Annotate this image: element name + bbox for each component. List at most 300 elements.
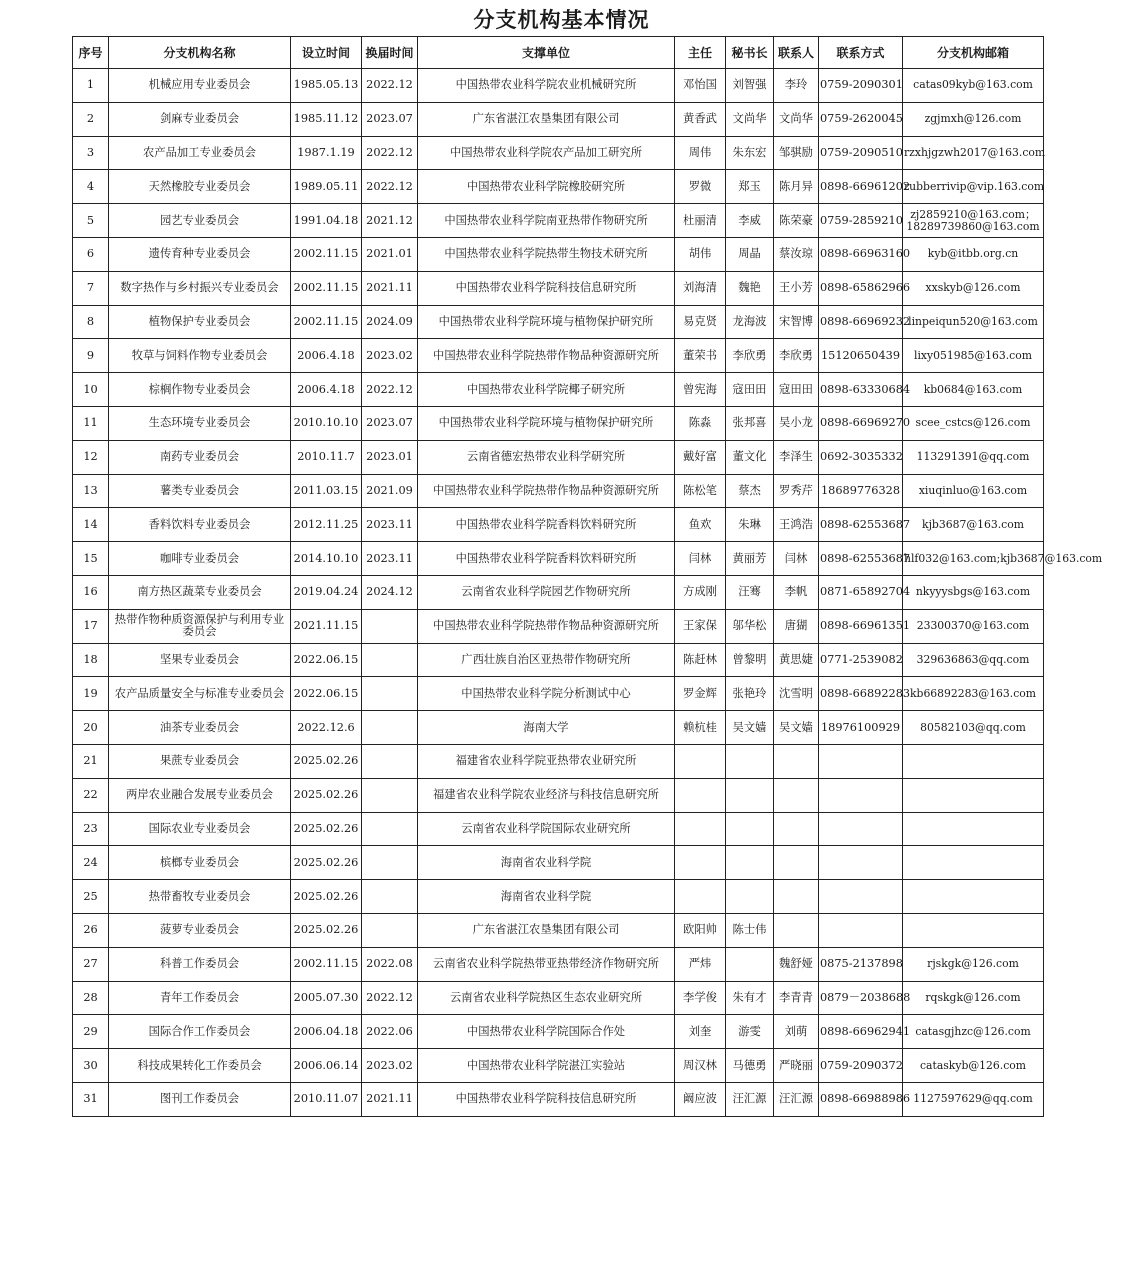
cell-branch-email: cataskyb@126.com <box>903 1049 1044 1083</box>
cell-branch-name: 数字热作与乡村振兴专业委员会 <box>109 271 291 305</box>
cell-branch-name: 科普工作委员会 <box>109 947 291 981</box>
cell-contact-person <box>774 880 819 914</box>
cell-supporting-unit: 云南省农业科学院热带亚热带经济作物研究所 <box>418 947 675 981</box>
cell-established-date: 2010.11.7 <box>291 440 362 474</box>
cell-secretary-general: 朱琳 <box>726 508 774 542</box>
cell-contact-phone: 0771-2539082 <box>819 643 903 677</box>
cell-secretary-general: 周晶 <box>726 237 774 271</box>
cell-contact-person: 李玲 <box>774 69 819 103</box>
cell-contact-person: 李青青 <box>774 981 819 1015</box>
cell-branch-name: 南药专业委员会 <box>109 440 291 474</box>
cell-branch-email: kb0684@163.com <box>903 373 1044 407</box>
cell-supporting-unit: 福建省农业科学院农业经济与科技信息研究所 <box>418 778 675 812</box>
cell-supporting-unit: 中国热带农业科学院香料饮料研究所 <box>418 542 675 576</box>
cell-contact-phone: 0879－2038688 <box>819 981 903 1015</box>
table-row <box>73 1049 1044 1083</box>
cell-branch-email: zgjmxh@126.com <box>903 102 1044 136</box>
cell-contact-person: 王小芳 <box>774 271 819 305</box>
cell-index: 4 <box>73 170 109 204</box>
table-row <box>73 69 1044 103</box>
cell-term-renewal-date: 2022.12 <box>362 373 418 407</box>
cell-secretary-general: 邬华松 <box>726 609 774 643</box>
cell-established-date: 2022.06.15 <box>291 677 362 711</box>
cell-secretary-general: 龙海波 <box>726 305 774 339</box>
cell-director: 杜丽清 <box>675 204 726 238</box>
cell-director <box>675 846 726 880</box>
cell-index: 20 <box>73 711 109 745</box>
cell-supporting-unit: 云南省农业科学院国际农业研究所 <box>418 812 675 846</box>
cell-contact-phone: 0759-2620045 <box>819 102 903 136</box>
cell-index: 24 <box>73 846 109 880</box>
cell-term-renewal-date: 2021.11 <box>362 271 418 305</box>
cell-index: 9 <box>73 339 109 373</box>
cell-established-date: 2010.11.07 <box>291 1082 362 1116</box>
cell-director: 胡伟 <box>675 237 726 271</box>
table-row <box>73 913 1044 947</box>
cell-contact-phone: 0759-2090301 <box>819 69 903 103</box>
cell-established-date: 2002.11.15 <box>291 305 362 339</box>
cell-term-renewal-date: 2023.02 <box>362 1049 418 1083</box>
cell-established-date: 1985.11.12 <box>291 102 362 136</box>
cell-branch-email: kyb@itbb.org.cn <box>903 237 1044 271</box>
cell-contact-person: 严晓丽 <box>774 1049 819 1083</box>
table-row <box>73 339 1044 373</box>
cell-index: 12 <box>73 440 109 474</box>
cell-index: 16 <box>73 575 109 609</box>
table-row <box>73 542 1044 576</box>
cell-index: 18 <box>73 643 109 677</box>
cell-director: 闫林 <box>675 542 726 576</box>
cell-branch-name: 菠萝专业委员会 <box>109 913 291 947</box>
header-index: 序号 <box>73 37 109 69</box>
header-secretary-general: 秘书长 <box>726 37 774 69</box>
cell-branch-name: 牧草与饲料作物专业委员会 <box>109 339 291 373</box>
cell-director: 曾宪海 <box>675 373 726 407</box>
cell-contact-person: 沈雪明 <box>774 677 819 711</box>
cell-secretary-general: 游雯 <box>726 1015 774 1049</box>
cell-supporting-unit: 海南省农业科学院 <box>418 846 675 880</box>
cell-branch-name: 南方热区蔬菜专业委员会 <box>109 575 291 609</box>
cell-branch-name: 图刊工作委员会 <box>109 1082 291 1116</box>
table-header-row <box>73 37 1044 69</box>
cell-index: 10 <box>73 373 109 407</box>
cell-director: 方成刚 <box>675 575 726 609</box>
cell-term-renewal-date: 2023.01 <box>362 440 418 474</box>
table-row <box>73 271 1044 305</box>
cell-secretary-general <box>726 880 774 914</box>
cell-branch-name: 香料饮料专业委员会 <box>109 508 291 542</box>
cell-contact-phone: 0898-66988986 <box>819 1082 903 1116</box>
cell-contact-person <box>774 913 819 947</box>
cell-contact-phone <box>819 778 903 812</box>
cell-index: 17 <box>73 609 109 643</box>
cell-established-date: 2025.02.26 <box>291 778 362 812</box>
cell-index: 27 <box>73 947 109 981</box>
cell-branch-email <box>903 846 1044 880</box>
cell-contact-phone: 0898-66962941 <box>819 1015 903 1049</box>
cell-index: 6 <box>73 237 109 271</box>
cell-contact-phone: 18976100929 <box>819 711 903 745</box>
cell-contact-person: 陈月异 <box>774 170 819 204</box>
cell-secretary-general: 文尚华 <box>726 102 774 136</box>
cell-contact-phone: 0898-63330684 <box>819 373 903 407</box>
cell-secretary-general: 曾黎明 <box>726 643 774 677</box>
cell-director: 周汉林 <box>675 1049 726 1083</box>
cell-established-date: 2006.04.18 <box>291 1015 362 1049</box>
cell-contact-phone: 0898-66963160 <box>819 237 903 271</box>
cell-branch-email: rjskgk@126.com <box>903 947 1044 981</box>
cell-branch-name: 热带畜牧专业委员会 <box>109 880 291 914</box>
cell-director: 周伟 <box>675 136 726 170</box>
cell-director: 罗金辉 <box>675 677 726 711</box>
cell-branch-name: 遗传育种专业委员会 <box>109 237 291 271</box>
cell-term-renewal-date: 2021.09 <box>362 474 418 508</box>
cell-term-renewal-date <box>362 778 418 812</box>
cell-contact-phone: 0898-65862966 <box>819 271 903 305</box>
cell-established-date: 2025.02.26 <box>291 812 362 846</box>
cell-supporting-unit: 中国热带农业科学院农业机械研究所 <box>418 69 675 103</box>
cell-term-renewal-date: 2021.01 <box>362 237 418 271</box>
cell-branch-email: zj2859210@163.com；18289739860@163.com <box>903 204 1044 238</box>
cell-supporting-unit: 中国热带农业科学院橡胶研究所 <box>418 170 675 204</box>
cell-branch-name: 植物保护专业委员会 <box>109 305 291 339</box>
cell-term-renewal-date: 2024.09 <box>362 305 418 339</box>
cell-contact-person: 罗秀芹 <box>774 474 819 508</box>
cell-established-date: 2011.03.15 <box>291 474 362 508</box>
cell-term-renewal-date: 2024.12 <box>362 575 418 609</box>
cell-established-date: 2002.11.15 <box>291 271 362 305</box>
cell-established-date: 2002.11.15 <box>291 947 362 981</box>
cell-secretary-general <box>726 778 774 812</box>
cell-contact-phone: 0898-66961351 <box>819 609 903 643</box>
cell-secretary-general: 魏艳 <box>726 271 774 305</box>
cell-index: 1 <box>73 69 109 103</box>
cell-secretary-general <box>726 947 774 981</box>
cell-contact-phone: 0898-66961202 <box>819 170 903 204</box>
cell-director: 欧阳帅 <box>675 913 726 947</box>
cell-contact-person: 邹骐励 <box>774 136 819 170</box>
cell-contact-person: 陈荣豪 <box>774 204 819 238</box>
cell-secretary-general: 朱有才 <box>726 981 774 1015</box>
cell-contact-person: 蔡汝琼 <box>774 237 819 271</box>
cell-index: 29 <box>73 1015 109 1049</box>
cell-term-renewal-date: 2023.07 <box>362 406 418 440</box>
cell-established-date: 2025.02.26 <box>291 913 362 947</box>
cell-established-date: 2006.4.18 <box>291 373 362 407</box>
cell-director: 刘海清 <box>675 271 726 305</box>
cell-term-renewal-date: 2023.02 <box>362 339 418 373</box>
header-branch-email: 分支机构邮箱 <box>903 37 1044 69</box>
cell-supporting-unit: 中国热带农业科学院环境与植物保护研究所 <box>418 305 675 339</box>
cell-supporting-unit: 中国热带农业科学院热带生物技术研究所 <box>418 237 675 271</box>
cell-branch-email: 113291391@qq.com <box>903 440 1044 474</box>
cell-index: 11 <box>73 406 109 440</box>
table-row <box>73 1015 1044 1049</box>
cell-contact-person: 吴文嫱 <box>774 711 819 745</box>
cell-director <box>675 812 726 846</box>
cell-secretary-general: 张艳玲 <box>726 677 774 711</box>
cell-branch-email: linpeiqun520@163.com <box>903 305 1044 339</box>
header-contact-phone: 联系方式 <box>819 37 903 69</box>
cell-contact-phone <box>819 846 903 880</box>
cell-supporting-unit: 中国热带农业科学院香料饮料研究所 <box>418 508 675 542</box>
cell-supporting-unit: 中国热带农业科学院南亚热带作物研究所 <box>418 204 675 238</box>
cell-director: 陈赶林 <box>675 643 726 677</box>
cell-director: 陈淼 <box>675 406 726 440</box>
cell-term-renewal-date <box>362 677 418 711</box>
cell-branch-email: kb66892283@163.com <box>903 677 1044 711</box>
cell-contact-person: 宋智博 <box>774 305 819 339</box>
cell-branch-email: 23300370@163.com <box>903 609 1044 643</box>
cell-director: 李学俊 <box>675 981 726 1015</box>
cell-established-date: 1991.04.18 <box>291 204 362 238</box>
cell-established-date: 2010.10.10 <box>291 406 362 440</box>
cell-secretary-general: 张邦喜 <box>726 406 774 440</box>
cell-secretary-general: 蔡杰 <box>726 474 774 508</box>
cell-index: 8 <box>73 305 109 339</box>
cell-contact-person: 黄思婕 <box>774 643 819 677</box>
cell-contact-person <box>774 846 819 880</box>
cell-director: 陈松笔 <box>675 474 726 508</box>
cell-contact-person <box>774 812 819 846</box>
table-row <box>73 1082 1044 1116</box>
cell-branch-email: catasgjhzc@126.com <box>903 1015 1044 1049</box>
cell-secretary-general: 寇田田 <box>726 373 774 407</box>
cell-branch-name: 剑麻专业委员会 <box>109 102 291 136</box>
table-row <box>73 204 1044 238</box>
table-row <box>73 474 1044 508</box>
cell-director: 董荣书 <box>675 339 726 373</box>
cell-branch-email: 1127597629@qq.com <box>903 1082 1044 1116</box>
cell-established-date: 2022.12.6 <box>291 711 362 745</box>
cell-index: 21 <box>73 744 109 778</box>
cell-contact-phone: 0871-65892704 <box>819 575 903 609</box>
cell-contact-phone <box>819 812 903 846</box>
cell-secretary-general <box>726 744 774 778</box>
cell-director <box>675 744 726 778</box>
cell-supporting-unit: 中国热带农业科学院热带作物品种资源研究所 <box>418 609 675 643</box>
cell-term-renewal-date: 2022.12 <box>362 981 418 1015</box>
cell-established-date: 2025.02.26 <box>291 880 362 914</box>
cell-contact-phone: 0898-62553687 <box>819 508 903 542</box>
cell-director <box>675 880 726 914</box>
cell-term-renewal-date: 2022.08 <box>362 947 418 981</box>
cell-branch-name: 坚果专业委员会 <box>109 643 291 677</box>
cell-index: 30 <box>73 1049 109 1083</box>
table-row <box>73 237 1044 271</box>
cell-branch-name: 油茶专业委员会 <box>109 711 291 745</box>
cell-established-date: 1985.05.13 <box>291 69 362 103</box>
cell-branch-name: 天然橡胶专业委员会 <box>109 170 291 204</box>
table-row <box>73 305 1044 339</box>
cell-term-renewal-date: 2022.12 <box>362 170 418 204</box>
cell-established-date: 1987.1.19 <box>291 136 362 170</box>
cell-contact-phone: 0759-2859210 <box>819 204 903 238</box>
cell-contact-phone: 0898-66892283 <box>819 677 903 711</box>
cell-contact-phone: 0898-66969270 <box>819 406 903 440</box>
cell-index: 5 <box>73 204 109 238</box>
cell-secretary-general: 郑玉 <box>726 170 774 204</box>
header-branch-name: 分支机构名称 <box>109 37 291 69</box>
table-row <box>73 677 1044 711</box>
cell-director: 刘奎 <box>675 1015 726 1049</box>
cell-term-renewal-date: 2021.12 <box>362 204 418 238</box>
cell-index: 22 <box>73 778 109 812</box>
cell-director: 黄香武 <box>675 102 726 136</box>
cell-index: 3 <box>73 136 109 170</box>
cell-director: 王家保 <box>675 609 726 643</box>
cell-contact-person: 李欣勇 <box>774 339 819 373</box>
cell-branch-name: 槟榔专业委员会 <box>109 846 291 880</box>
cell-term-renewal-date: 2022.12 <box>362 136 418 170</box>
cell-secretary-general: 朱东宏 <box>726 136 774 170</box>
cell-term-renewal-date: 2023.11 <box>362 508 418 542</box>
cell-established-date: 1989.05.11 <box>291 170 362 204</box>
cell-contact-person: 李泽生 <box>774 440 819 474</box>
cell-branch-email: scee_cstcs@126.com <box>903 406 1044 440</box>
table-row <box>73 981 1044 1015</box>
cell-supporting-unit: 海南大学 <box>418 711 675 745</box>
cell-director: 阚应波 <box>675 1082 726 1116</box>
cell-supporting-unit: 中国热带农业科学院科技信息研究所 <box>418 271 675 305</box>
cell-branch-name: 国际农业专业委员会 <box>109 812 291 846</box>
cell-term-renewal-date <box>362 711 418 745</box>
table-row <box>73 744 1044 778</box>
cell-established-date: 2025.02.26 <box>291 846 362 880</box>
cell-contact-person <box>774 744 819 778</box>
header-director: 主任 <box>675 37 726 69</box>
cell-index: 26 <box>73 913 109 947</box>
table-row <box>73 947 1044 981</box>
cell-branch-name: 农产品质量安全与标准专业委员会 <box>109 677 291 711</box>
cell-director: 戴好富 <box>675 440 726 474</box>
cell-established-date: 2006.06.14 <box>291 1049 362 1083</box>
cell-secretary-general: 陈士伟 <box>726 913 774 947</box>
cell-index: 15 <box>73 542 109 576</box>
cell-director: 鱼欢 <box>675 508 726 542</box>
cell-branch-email: nkyyysbgs@163.com <box>903 575 1044 609</box>
cell-branch-name: 咖啡专业委员会 <box>109 542 291 576</box>
cell-index: 28 <box>73 981 109 1015</box>
cell-index: 19 <box>73 677 109 711</box>
cell-term-renewal-date <box>362 913 418 947</box>
table-row <box>73 711 1044 745</box>
cell-supporting-unit: 中国热带农业科学院农产品加工研究所 <box>418 136 675 170</box>
cell-contact-phone <box>819 913 903 947</box>
cell-established-date: 2025.02.26 <box>291 744 362 778</box>
cell-branch-email: xiuqinluo@163.com <box>903 474 1044 508</box>
cell-contact-phone <box>819 744 903 778</box>
cell-contact-person: 汪汇源 <box>774 1082 819 1116</box>
cell-branch-name: 薯类专业委员会 <box>109 474 291 508</box>
table-row <box>73 778 1044 812</box>
cell-branch-email <box>903 778 1044 812</box>
cell-contact-phone: 0759-2090510 <box>819 136 903 170</box>
cell-index: 7 <box>73 271 109 305</box>
cell-supporting-unit: 中国热带农业科学院科技信息研究所 <box>418 1082 675 1116</box>
cell-branch-name: 热带作物种质资源保护与利用专业委员会 <box>109 609 291 643</box>
cell-branch-name: 农产品加工专业委员会 <box>109 136 291 170</box>
cell-supporting-unit: 中国热带农业科学院分析测试中心 <box>418 677 675 711</box>
cell-contact-phone: 0875-2137898 <box>819 947 903 981</box>
header-supporting-unit: 支撑单位 <box>418 37 675 69</box>
cell-contact-phone: 0898-66969232 <box>819 305 903 339</box>
cell-established-date: 2022.06.15 <box>291 643 362 677</box>
table-row <box>73 846 1044 880</box>
cell-term-renewal-date: 2021.11 <box>362 1082 418 1116</box>
cell-branch-email <box>903 913 1044 947</box>
cell-secretary-general: 李威 <box>726 204 774 238</box>
cell-contact-person: 寇田田 <box>774 373 819 407</box>
cell-branch-email: rubberrivip@vip.163.com <box>903 170 1044 204</box>
cell-term-renewal-date <box>362 846 418 880</box>
cell-branch-email: rqskgk@126.com <box>903 981 1044 1015</box>
cell-supporting-unit: 中国热带农业科学院环境与植物保护研究所 <box>418 406 675 440</box>
cell-contact-person: 唐猢 <box>774 609 819 643</box>
cell-contact-person: 吴小龙 <box>774 406 819 440</box>
cell-established-date: 2014.10.10 <box>291 542 362 576</box>
cell-term-renewal-date <box>362 609 418 643</box>
cell-director: 邓怡国 <box>675 69 726 103</box>
cell-term-renewal-date <box>362 880 418 914</box>
cell-index: 13 <box>73 474 109 508</box>
header-established-date: 设立时间 <box>291 37 362 69</box>
cell-established-date: 2021.11.15 <box>291 609 362 643</box>
cell-term-renewal-date: 2023.07 <box>362 102 418 136</box>
cell-term-renewal-date: 2022.06 <box>362 1015 418 1049</box>
cell-term-renewal-date <box>362 643 418 677</box>
header-term-renewal-date: 换届时间 <box>362 37 418 69</box>
cell-contact-person <box>774 778 819 812</box>
header-contact-person: 联系人 <box>774 37 819 69</box>
cell-supporting-unit: 中国热带农业科学院椰子研究所 <box>418 373 675 407</box>
cell-supporting-unit: 云南省德宏热带农业科学研究所 <box>418 440 675 474</box>
cell-established-date: 2005.07.30 <box>291 981 362 1015</box>
cell-branch-email: rzxhjgzwh2017@163.com <box>903 136 1044 170</box>
cell-branch-email: lixy051985@163.com <box>903 339 1044 373</box>
table-row <box>73 609 1044 643</box>
cell-director: 易克贤 <box>675 305 726 339</box>
cell-established-date: 2006.4.18 <box>291 339 362 373</box>
cell-contact-phone <box>819 880 903 914</box>
cell-branch-email <box>903 812 1044 846</box>
cell-branch-name: 青年工作委员会 <box>109 981 291 1015</box>
cell-branch-name: 棕榈作物专业委员会 <box>109 373 291 407</box>
cell-established-date: 2002.11.15 <box>291 237 362 271</box>
cell-term-renewal-date <box>362 744 418 778</box>
table-row <box>73 880 1044 914</box>
cell-director <box>675 778 726 812</box>
cell-term-renewal-date: 2023.11 <box>362 542 418 576</box>
cell-contact-person: 闫林 <box>774 542 819 576</box>
cell-contact-phone: 15120650439 <box>819 339 903 373</box>
cell-supporting-unit: 云南省农业科学院热区生态农业研究所 <box>418 981 675 1015</box>
cell-branch-name: 两岸农业融合发展专业委员会 <box>109 778 291 812</box>
cell-branch-name: 国际合作工作委员会 <box>109 1015 291 1049</box>
cell-contact-person: 文尚华 <box>774 102 819 136</box>
cell-secretary-general: 马德勇 <box>726 1049 774 1083</box>
cell-index: 25 <box>73 880 109 914</box>
cell-secretary-general <box>726 812 774 846</box>
table-row <box>73 508 1044 542</box>
cell-branch-email: catas09kyb@163.com <box>903 69 1044 103</box>
table-row <box>73 373 1044 407</box>
cell-established-date: 2019.04.24 <box>291 575 362 609</box>
cell-branch-name: 园艺专业委员会 <box>109 204 291 238</box>
cell-contact-phone: 0759-2090372 <box>819 1049 903 1083</box>
cell-contact-phone: 18689776328 <box>819 474 903 508</box>
cell-supporting-unit: 中国热带农业科学院热带作物品种资源研究所 <box>418 339 675 373</box>
